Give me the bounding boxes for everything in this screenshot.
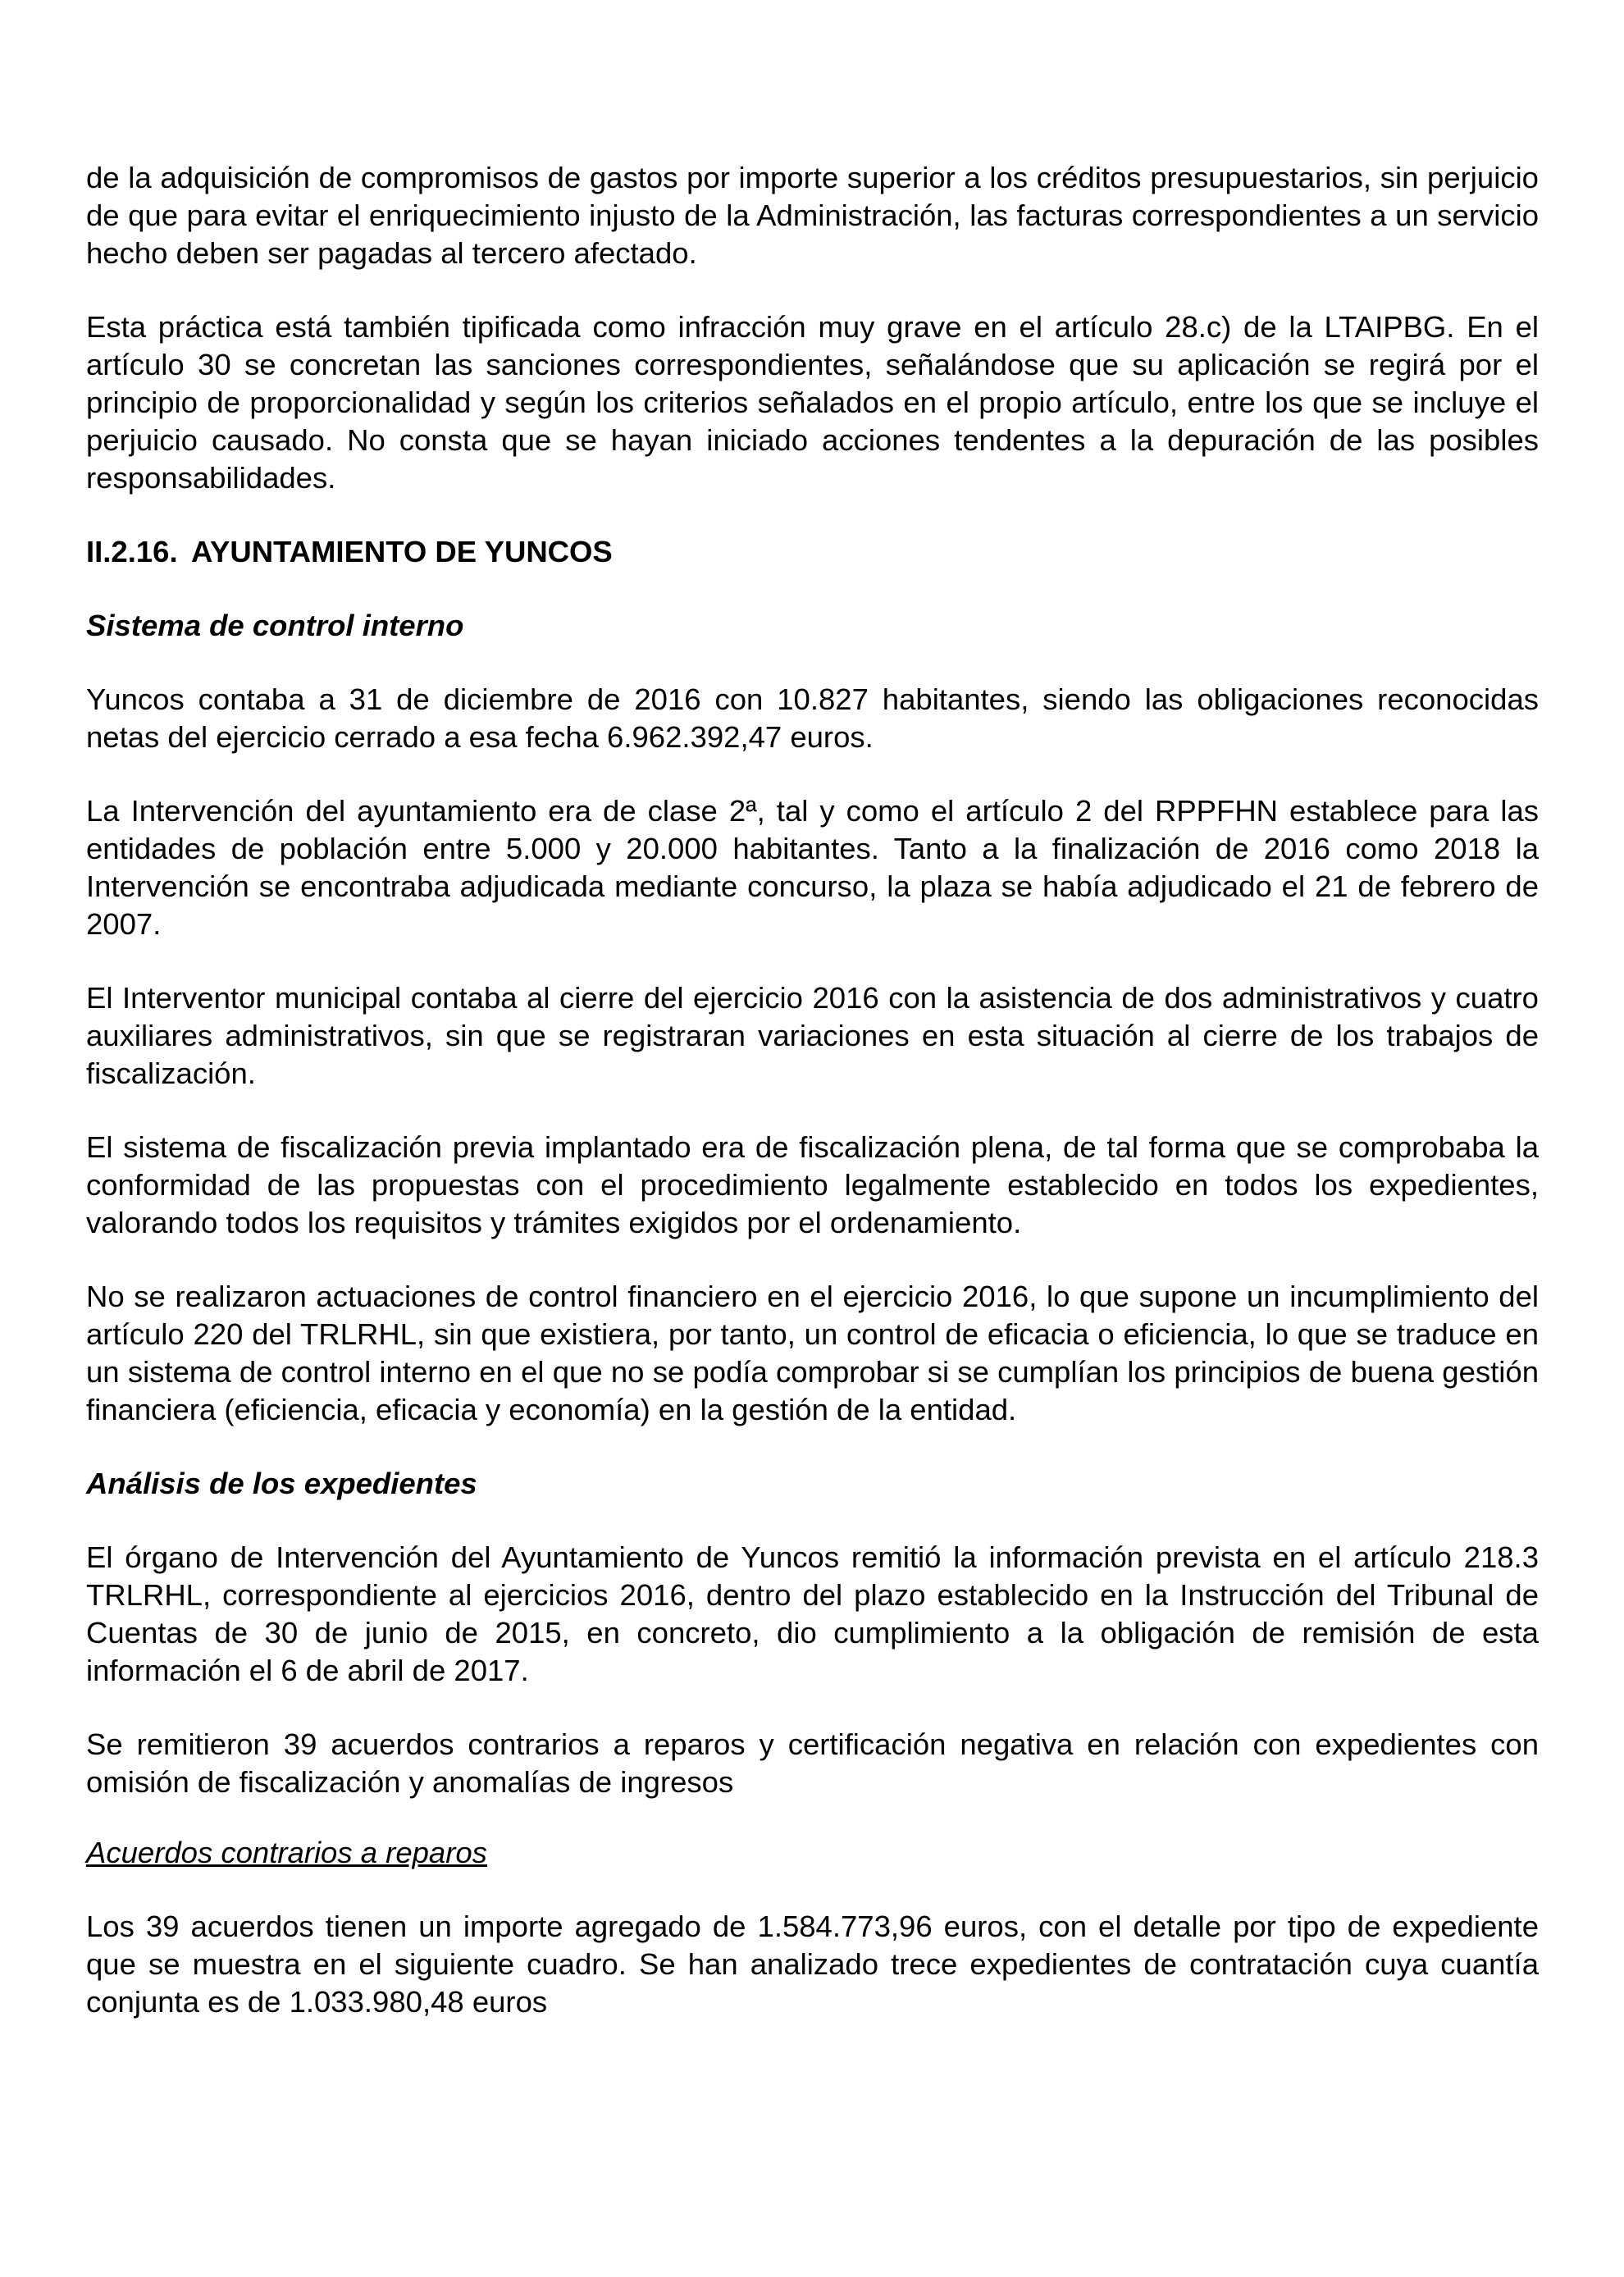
page-content (86, 159, 1539, 2021)
subheading-analisis-expedientes: Análisis de los expedientes (86, 1467, 477, 1500)
paragraph: Esta práctica está también tipificada como infracción muy grave en el artículo 28.c) de la LTAIPBG. En el artículo 30 se concretan las sanciones correspondientes, señalándose que su aplicación se regirá por el principio de proporcionalidad y según los criterios señalados en el propio artículo, entre los que se incluye el perjuicio causado. No consta que se hayan iniciado acciones tendentes a la depuración de las posibles responsabilidades. (86, 310, 1539, 495)
paragraph: No se realizaron actuaciones de control financiero en el ejercicio 2016, lo que supone un incumplimiento del artículo 220 del TRLRHL, sin que existiera, por tanto, un control de eficacia o eficiencia, lo que se traduce en un sistema de control interno en el que no se podía comprobar si se cumplían los principios de buena gestión financiera (eficiencia, eficacia y economía) en la gestión de la entidad. (86, 1280, 1539, 1426)
section-title: AYUNTAMIENTO DE YUNCOS (191, 535, 613, 568)
section-number: II.2.16. (86, 535, 178, 568)
paragraph: Los 39 acuerdos tienen un importe agregado de 1.584.773,96 euros, con el detalle por tipo de expediente que se muestra en el siguiente cuadro. Se han analizado trece expedientes de contratación cuya cuantía conjunta es de 1.033.980,48 euros (86, 1910, 1539, 2019)
paragraph: de la adquisición de compromisos de gastos por importe superior a los créditos presupuestarios, sin perjuicio de que para evitar el enriquecimiento injusto de la Administración, las facturas correspondientes a un servicio hecho deben ser pagadas al tercero afectado. (86, 161, 1539, 270)
paragraph: Se remitieron 39 acuerdos contrarios a reparos y certificación negativa en relación con expedientes con omisión de fiscalización y anomalías de ingresos (86, 1727, 1539, 1799)
paragraph: El sistema de fiscalización previa implantado era de fiscalización plena, de tal forma que se comprobaba la conformidad de las propuestas con el procedimiento legalmente establecido en todos los expedientes, valorando todos los requisitos y trámites exigidos por el ordenamiento. (86, 1130, 1539, 1239)
section-heading (86, 533, 1539, 571)
paragraph: La Intervención del ayuntamiento era de clase 2ª, tal y como el artículo 2 del RPPFHN establece para las entidades de población entre 5.000 y 20.000 habitantes. Tanto a la finalización de 2016 como 2018 la Intervención se encontraba adjudicada mediante concurso, la plaza se había adjudicado el 21 de febrero de 2007. (86, 794, 1539, 941)
paragraph: El órgano de Intervención del Ayuntamiento de Yuncos remitió la información prevista en el artículo 218.3 TRLRHL, correspondiente al ejercicios 2016, dentro del plazo establecido en la Instrucción del Tribunal de Cuentas de 30 de junio de 2015, en concreto, dio cumplimiento a la obligación de remisión de esta información el 6 de abril de 2017. (86, 1540, 1539, 1687)
subheading-control-interno: Sistema de control interno (86, 609, 464, 642)
subheading-acuerdos-reparos: Acuerdos contrarios a reparos (86, 1836, 487, 1869)
paragraph: Yuncos contaba a 31 de diciembre de 2016 con 10.827 habitantes, siendo las obligaciones reconocidas netas del ejercicio cerrado a esa fecha 6.962.392,47 euros. (86, 682, 1539, 754)
paragraph: El Interventor municipal contaba al cierre del ejercicio 2016 con la asistencia de dos administrativos y cuatro auxiliares administrativos, sin que se registraran variaciones en esta situación al cierre de los trabajos de fiscalización. (86, 981, 1539, 1090)
